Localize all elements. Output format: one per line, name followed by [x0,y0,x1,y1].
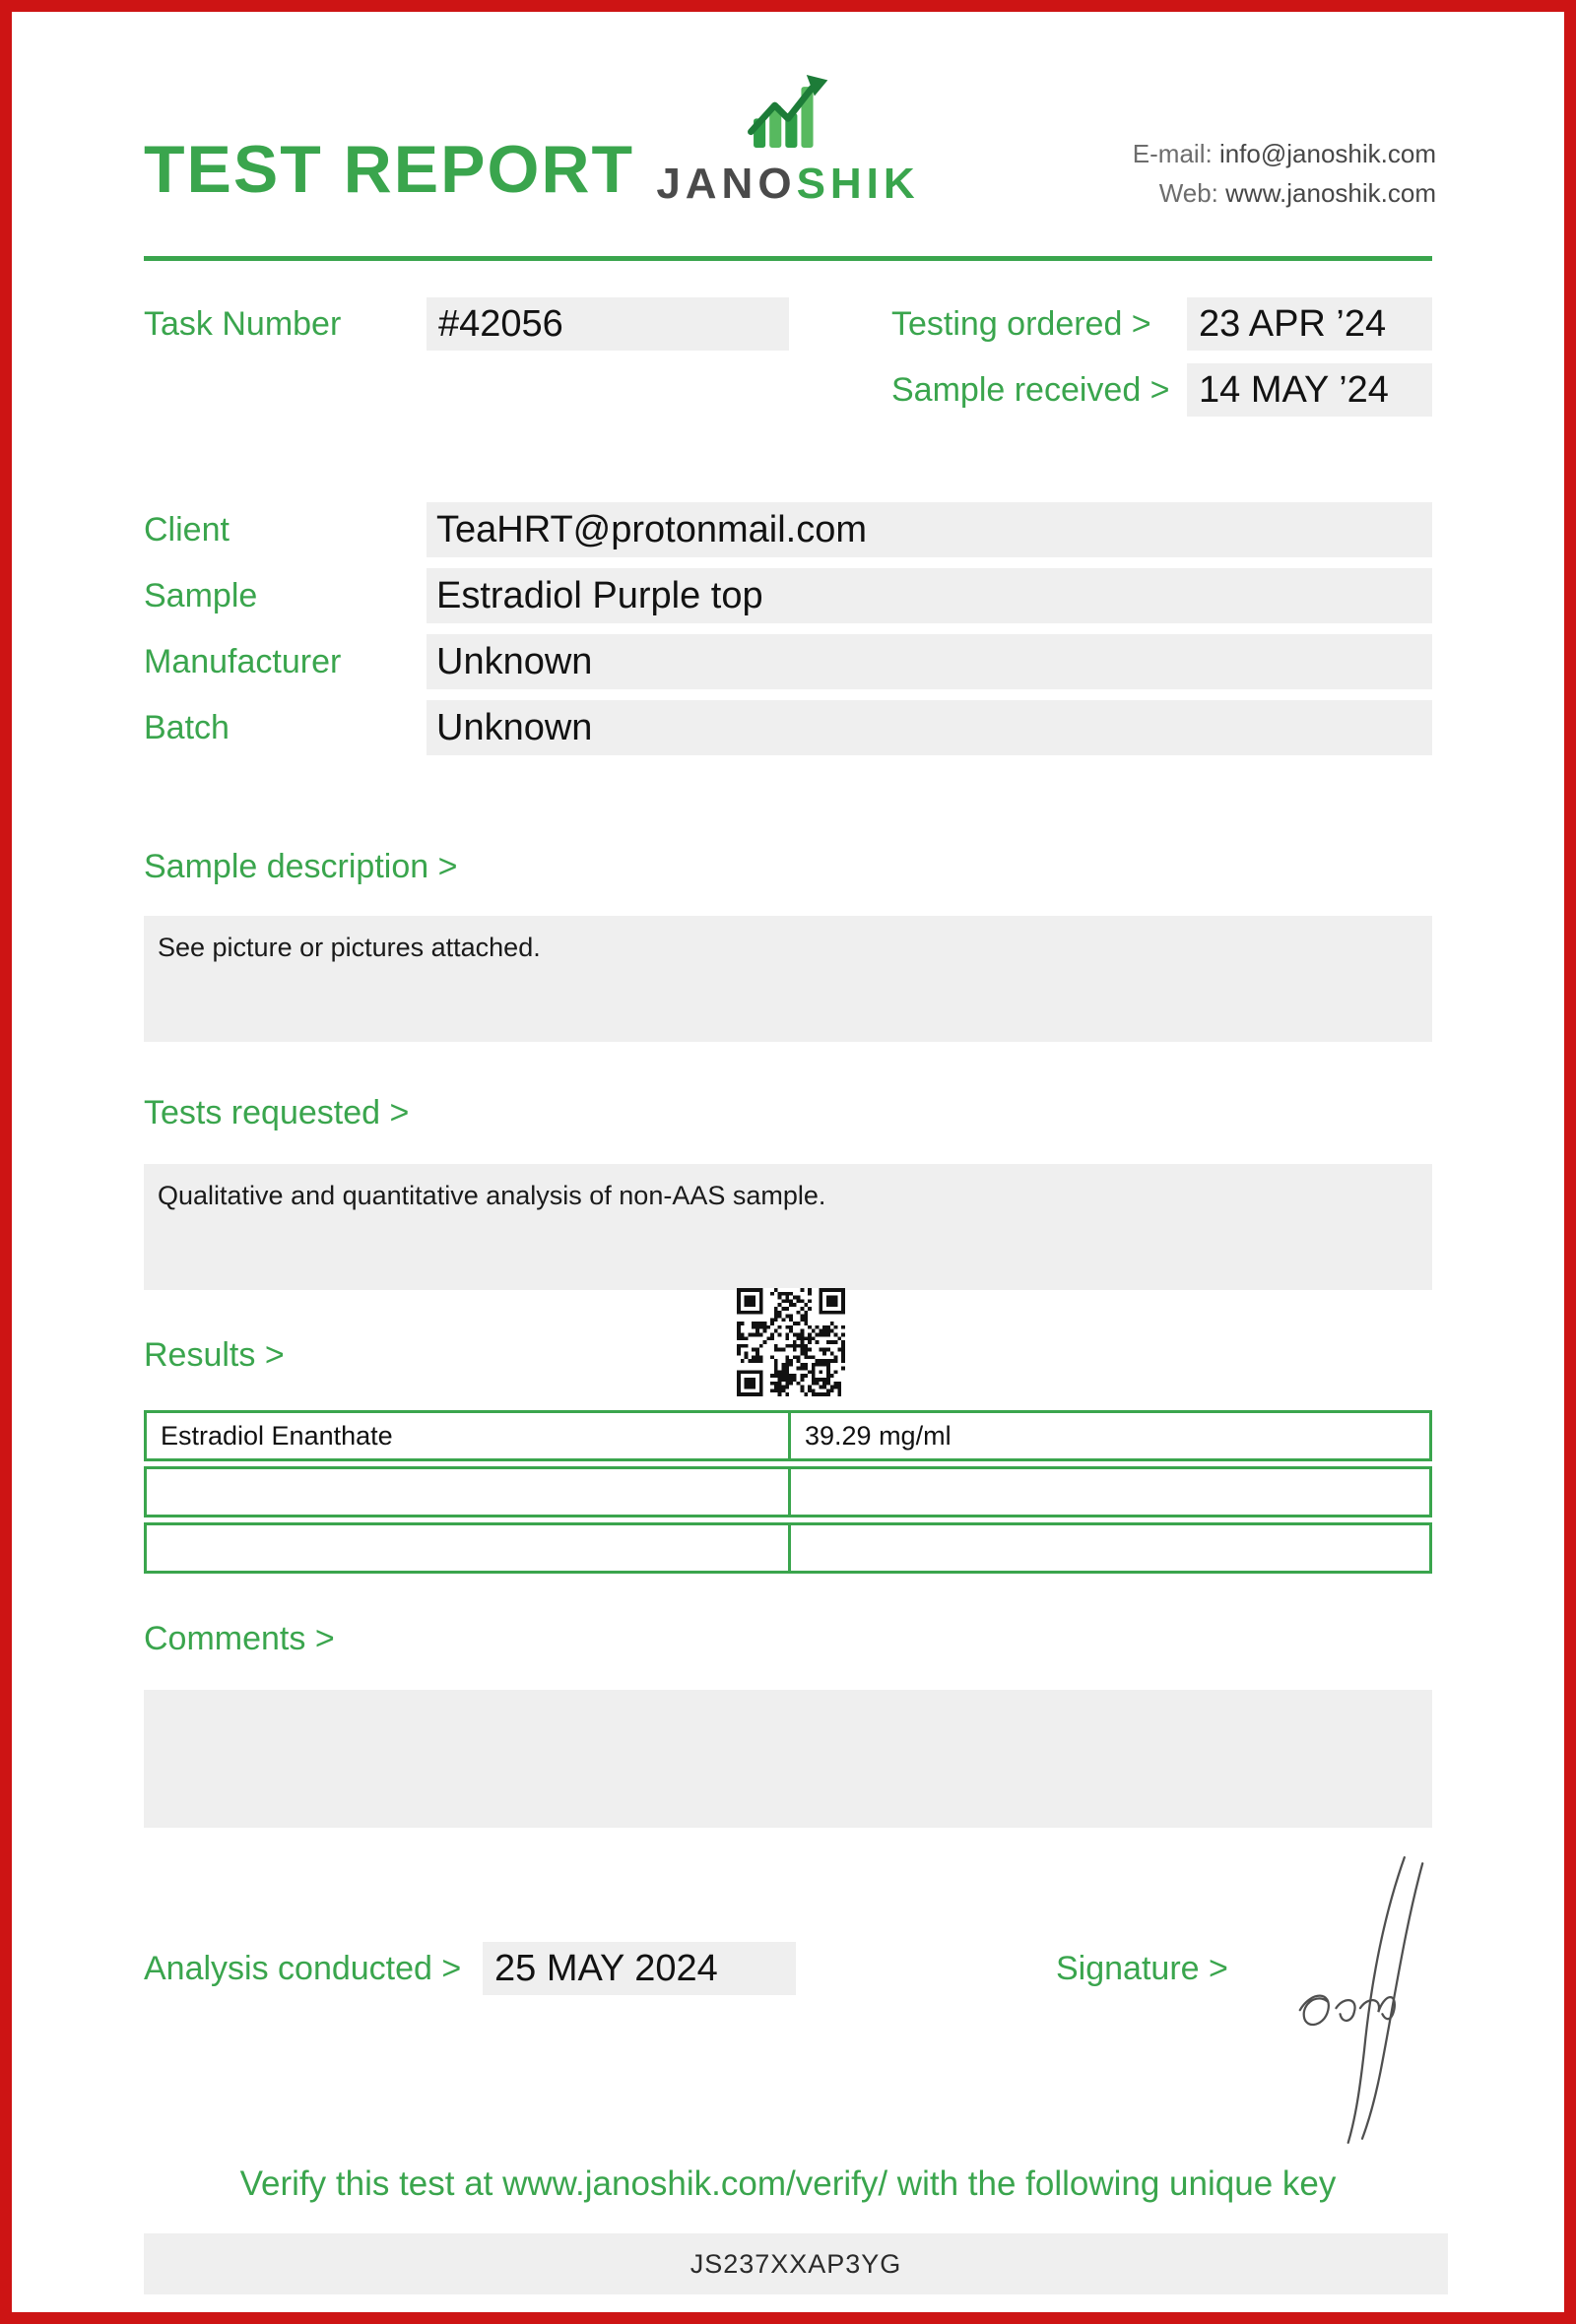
header-divider [144,256,1432,261]
web-value: www.janoshik.com [1225,178,1436,208]
field-value: Estradiol Purple top [427,568,1432,623]
comments-heading: Comments > [144,1620,335,1657]
web-label: Web: [1158,178,1218,208]
logo-wordmark [650,162,926,206]
growth-chart-icon [746,71,830,156]
verify-instruction: Verify this test at www.janoshik.com/verify/ with the following unique key [239,2164,1337,2203]
result-substance [147,1525,791,1571]
email-label: E-mail: [1132,139,1213,168]
verify-key: JS237XXAP3YG [144,2233,1448,2294]
contact-web-line [1133,173,1436,213]
analysis-conducted-label: Analysis conducted > [144,1950,462,1987]
contact-email-line [1133,134,1436,173]
contact-block [1133,134,1436,213]
sample-received-value: 14 MAY ’24 [1187,363,1432,417]
tests-requested-panel: Qualitative and quantitative analysis of non-AAS sample. [144,1164,1432,1290]
results-table [144,1410,1432,1579]
results-row [144,1522,1432,1574]
analysis-date-value: 25 MAY 2024 [483,1942,796,1995]
field-label: Client [144,511,230,549]
testing-ordered-label: Testing ordered > [891,305,1151,343]
page-title: TEST REPORT [144,132,635,207]
qr-code [737,1288,845,1396]
field-row-manufacturer [144,634,1432,689]
results-row [144,1410,1432,1461]
testing-ordered-value: 23 APR ’24 [1187,297,1432,351]
results-row [144,1466,1432,1517]
field-label: Sample [144,577,258,614]
field-row-batch [144,700,1432,755]
result-value [791,1469,1429,1515]
field-value: Unknown [427,700,1432,755]
email-value: info@janoshik.com [1218,139,1436,168]
sample-description-heading: Sample description > [144,848,458,885]
logo-wordmark-green: SHIK [796,160,920,208]
results-heading: Results > [144,1336,285,1374]
logo-wordmark-dark: JANO [656,160,797,208]
signature-label: Signature > [1056,1950,1228,1987]
task-number-label: Task Number [144,305,342,343]
result-substance: Estradiol Enanthate [147,1413,791,1458]
result-value: 39.29 mg/ml [805,1421,952,1451]
task-number-value: #42056 [427,297,789,351]
result-substance [147,1469,791,1515]
tests-requested-heading: Tests requested > [144,1094,410,1131]
result-value [791,1525,1429,1571]
field-value: TeaHRT@protonmail.com [427,502,1432,557]
sample-description-panel: See picture or pictures attached. [144,916,1432,1042]
field-label: Batch [144,709,230,746]
field-row-sample [144,568,1432,623]
field-row-client [144,502,1432,557]
field-value: Unknown [427,634,1432,689]
sample-received-label: Sample received > [891,371,1170,409]
signature-scribble [1259,1849,1466,2151]
janoshik-logo [650,71,926,206]
comments-panel [144,1690,1432,1828]
field-label: Manufacturer [144,643,342,680]
